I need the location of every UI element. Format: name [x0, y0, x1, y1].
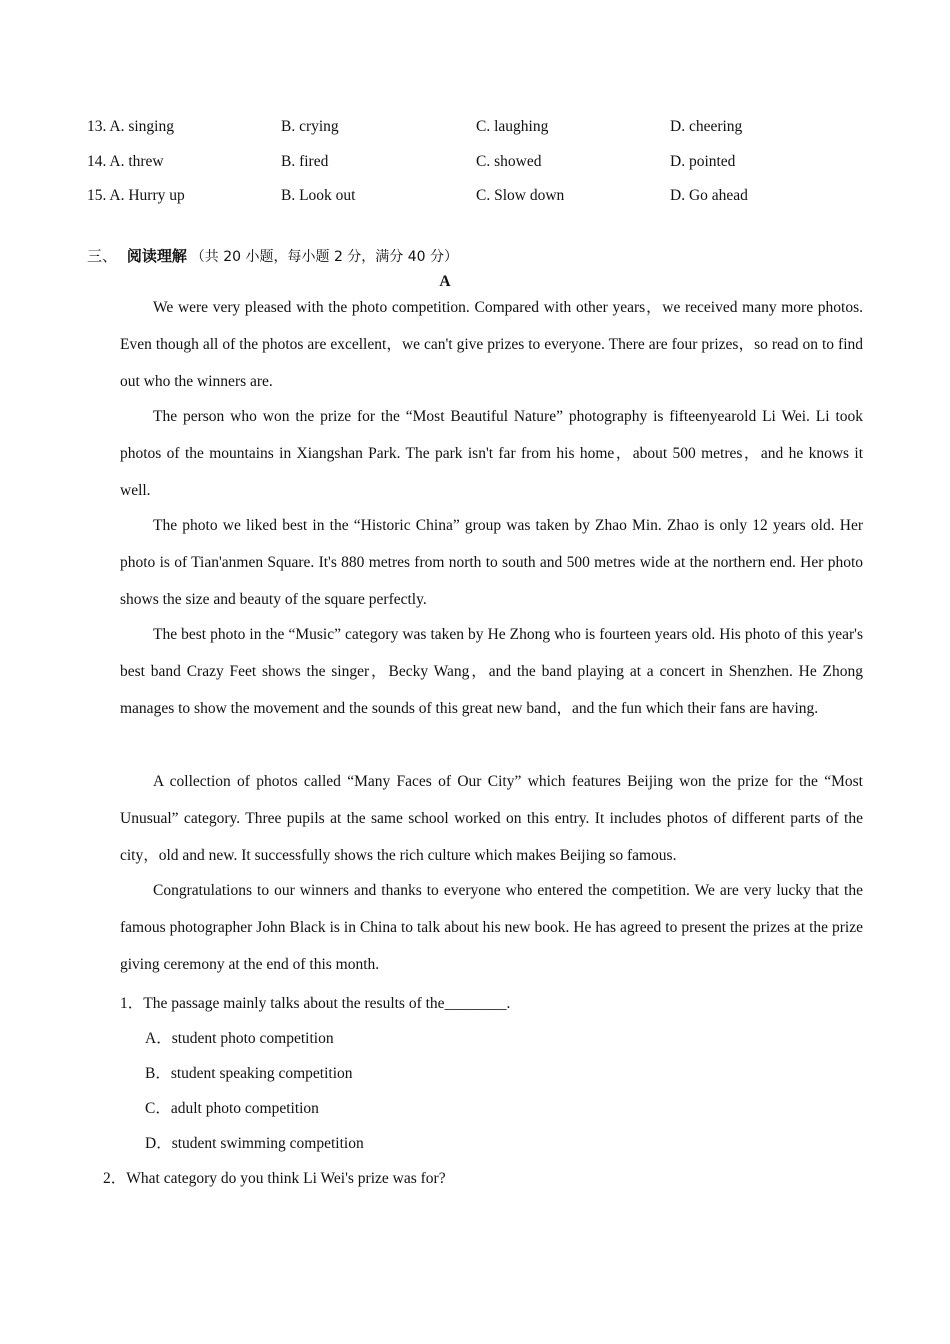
option-a: 13. A. singing: [87, 118, 174, 135]
passage-paragraph: The photo we liked best in the “Historic China” group was taken by Zhao Min. Zhao is only 12 years old. Her photo is of Tian'anmen Square. It's 880 metres from north to south and 500 metres wide at the northern end. Her photo shows the size and beauty of the square perfectly.: [120, 517, 863, 608]
passage-paragraph: The best photo in the “Music” category was taken by He Zhong who is fourteen years old. His photo of this year's best band Crazy Feet shows the singer，Becky Wang，and the band playing at a concert in Shenzhen. He Zhong manages to show the movement and the sounds of this great new band，and the fun which their fans are having.: [120, 626, 863, 717]
cloze-option-row: [0, 187, 950, 209]
option-a: 15. A. Hurry up: [87, 187, 185, 204]
option-c: C. laughing: [476, 118, 549, 135]
option-c: C. showed: [476, 153, 542, 170]
option-b: B. Look out: [281, 187, 356, 204]
passage-paragraph: We were very pleased with the photo competition. Compared with other years，we received many more photos. Even though all of the photos are excellent，we can't give prizes to everyone. There are four prizes，so read on to find out who the winners are.: [120, 299, 863, 390]
cloze-option-row: [0, 153, 950, 175]
question-stem: 1．The passage mainly talks about the results of the________.: [120, 995, 511, 1012]
option-d: D. Go ahead: [670, 187, 748, 204]
section-title: 阅读理解: [126, 247, 187, 265]
option-b: B. fired: [281, 153, 329, 170]
cloze-option-row: [0, 118, 950, 140]
option-c: C. Slow down: [476, 187, 565, 204]
passage-title: A: [439, 273, 451, 290]
option-d: D. pointed: [670, 153, 736, 170]
question-option: D．student swimming competition: [145, 1135, 364, 1152]
section-note: （共 20 小题，每小题 2 分，满分 40 分）: [190, 249, 459, 265]
question-stem: 2．What category do you think Li Wei's prize was for?: [103, 1170, 446, 1187]
question-option: A．student photo competition: [145, 1030, 334, 1047]
option-a: 14. A. threw: [87, 153, 164, 170]
question-option: B．student speaking competition: [145, 1065, 353, 1082]
passage-paragraph: Congratulations to our winners and thanks to everyone who entered the competition. We are very lucky that the famous photographer John Black is in China to talk about his new book. He has agreed to present the prizes at the prize giving ceremony at the end of this month.: [120, 882, 863, 973]
passage-paragraph: The person who won the prize for the “Most Beautiful Nature” photography is fifteenyearold Li Wei. Li took photos of the mountains in Xiangshan Park. The park isn't far from his home，about 500 metres，and he knows it well.: [120, 408, 863, 499]
section-number: 三、: [87, 247, 118, 265]
question-option: C．adult photo competition: [145, 1100, 319, 1117]
option-d: D. cheering: [670, 118, 743, 135]
section-heading: [87, 245, 458, 266]
option-b: B. crying: [281, 118, 339, 135]
passage-paragraph: A collection of photos called “Many Faces of Our City” which features Beijing won the prize for the “Most Unusual” category. Three pupils at the same school worked on this entry. It includes photos of different parts of the city，old and new. It successfully shows the rich culture which makes Beijing so famous.: [120, 773, 863, 864]
